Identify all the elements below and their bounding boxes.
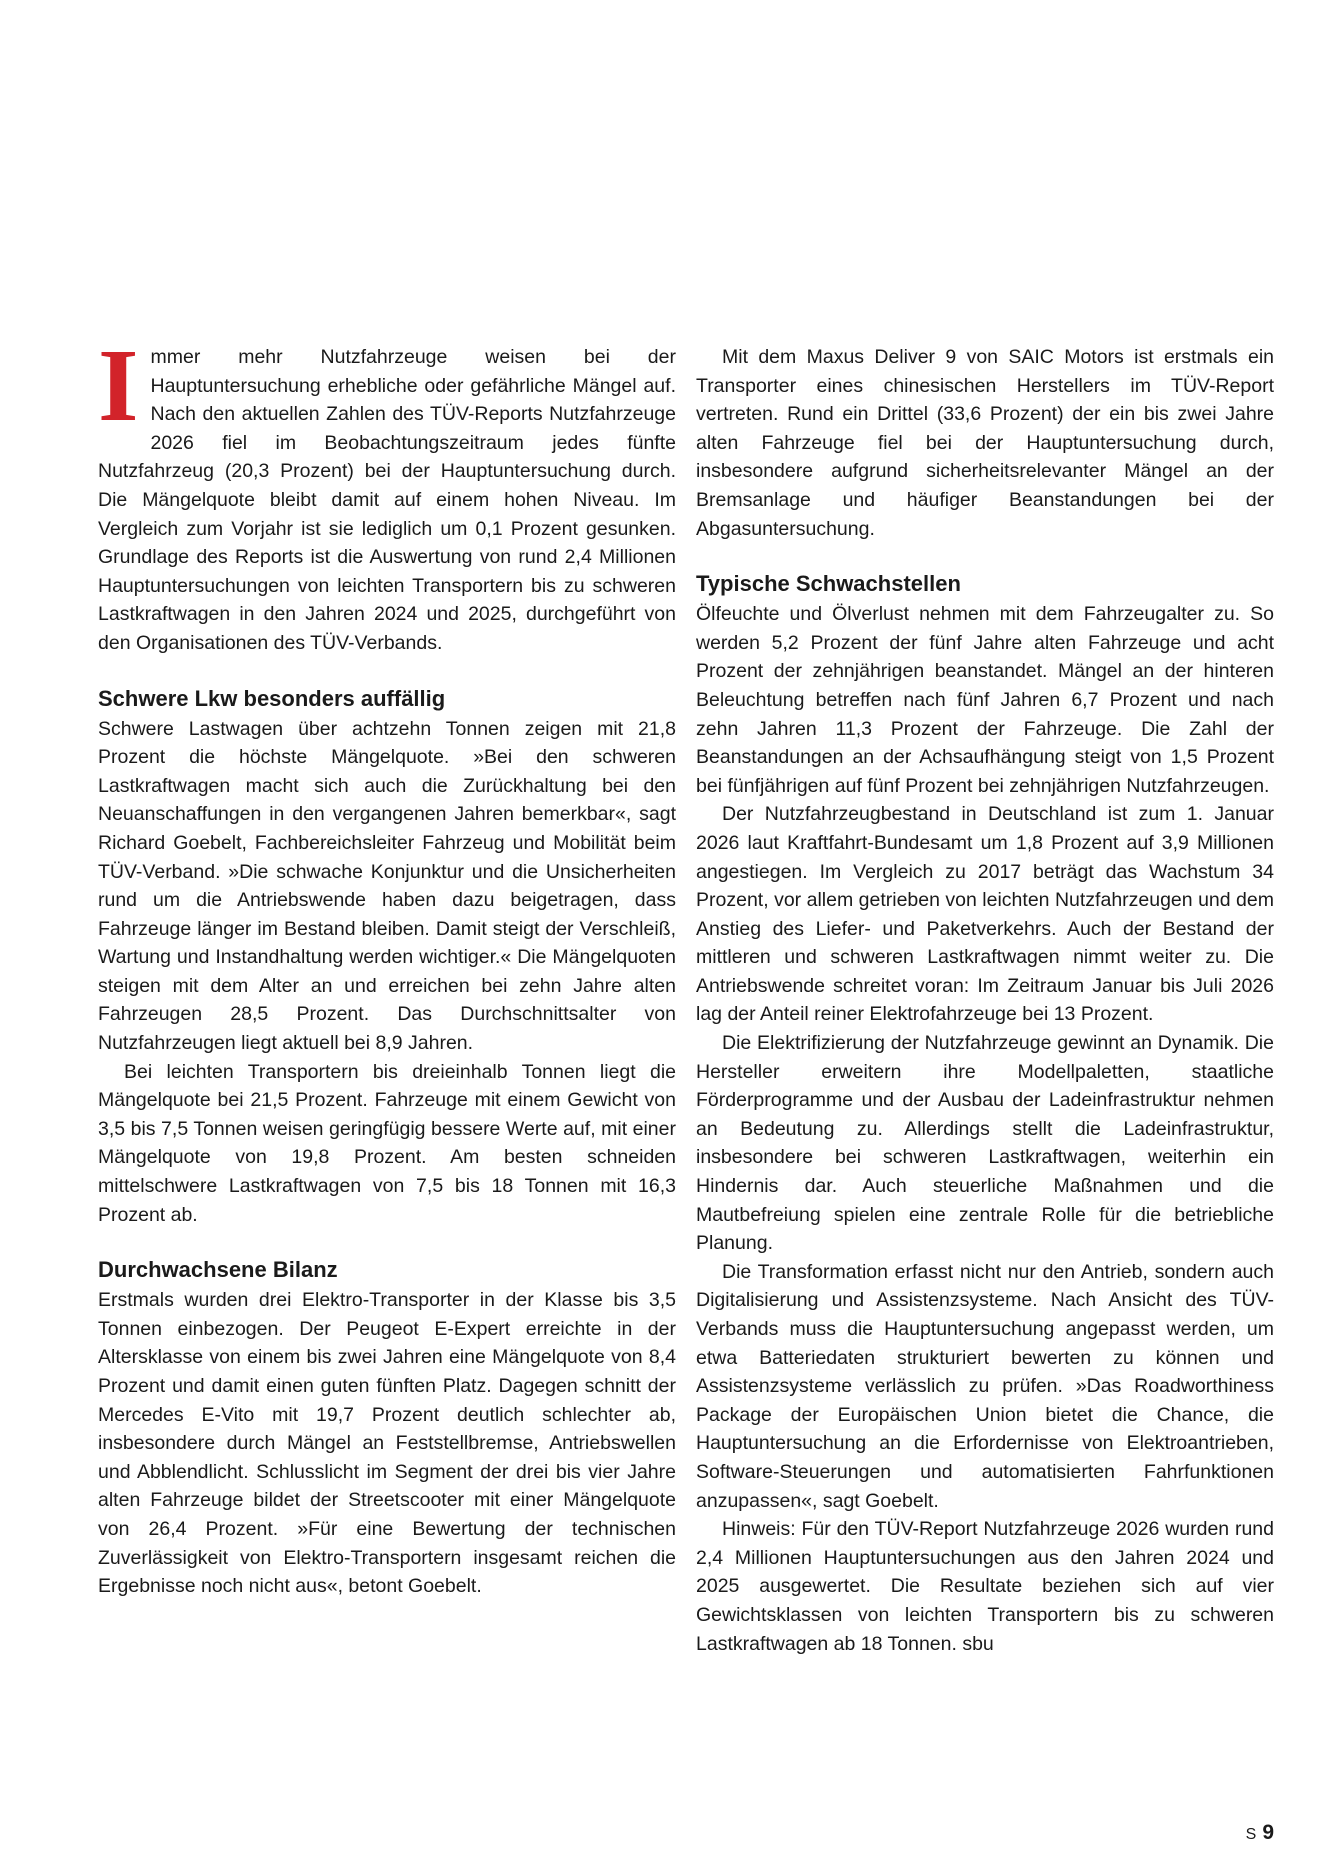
page-footer — [1246, 1821, 1274, 1845]
paragraph: Erstmals wurden drei Elektro-Transporter in der Klasse bis 3,5 Tonnen einbezogen. Der Peugeot E-Expert erreichte in der Altersklasse von einem bis zwei Jahren eine Mängelquote von 8,4 Prozent und damit einen guten fünften Platz. Dagegen schnitt der Mercedes E-Vito mit 19,7 Prozent deutlich schlechter ab, insbesondere durch Mängel an Feststellbremse, Antriebswellen und Abblendlicht. Schlusslicht im Segment der drei bis vier Jahre alten Fahrzeuge bildet der Streetscooter mit einer Mängelquote von 26,4 Prozent. »Für eine Bewertung der technischen Zuverlässigkeit von Elektro-Transportern insgesamt reichen die Ergebnisse noch nicht aus«, betont Goebelt. — [98, 1289, 676, 1598]
paragraph: Die Transformation erfasst nicht nur den Antrieb, sondern auch Digitalisierung und Assistenzsysteme. Nach Ansicht des TÜV-Verbands muss die Hauptuntersuchung angepasst werden, um etwa Batteriedaten strukturiert bewerten zu können und Assistenzsysteme verlässlich zu prüfen. »Das Roadworthiness Package der Europäischen Union bietet die Chance, die Hauptuntersuchung an die Erfordernisse von Elektroantrieben, Software-Steuerungen und automatisierten Fahrfunktionen anzupassen«, sagt Goebelt. — [696, 1260, 1274, 1512]
paragraph: Bei leichten Transportern bis dreieinhalb Tonnen liegt die Mängelquote bei 21,5 Prozent. Fahrzeuge mit einem Gewicht von 3,5 bis 7,5 Tonnen weisen geringfügig bessere Werte auf, mit einer Mängelquote von 19,8 Prozent. Am besten schneiden mittelschwere Lastkraftwagen von 7,5 bis 18 Tonnen mit 16,3 Prozent ab. — [98, 1060, 676, 1226]
intro-text: mmer mehr Nutzfahrzeuge weisen bei der Hauptuntersuchung erhebliche oder gefährliche Mängel auf. Nach den aktuellen Zahlen des TÜV-Reports Nutzfahrzeuge 2026 fiel im Beobachtungszeitraum jedes fünfte Nutzfahrzeug (20,3 Prozent) bei der Hauptuntersuchung durch. Die Mängelquote bleibt damit auf einem hohen Niveau. Im Vergleich zum Vorjahr ist sie lediglich um 0,1 Prozent gesunken. Grundlage des Reports ist die Auswertung von rund 2,4 Millionen Hauptuntersuchungen von leichten Transportern bis zu schweren Lastkraftwagen in den Jahren 2024 und 2025, durchgeführt von den Organisationen des TÜV-Verbands. — [98, 346, 676, 654]
heading-durchwachsene-bilanz: Durchwachsene Bilanz — [98, 1257, 338, 1283]
heading-schwere-lkw: Schwere Lkw besonders auffällig — [98, 685, 446, 711]
drop-cap: I — [98, 328, 139, 443]
page-number: 9 — [1262, 1821, 1274, 1844]
paragraph: Hinweis: Für den TÜV-Report Nutzfahrzeuge 2026 wurden rund 2,4 Millionen Hauptuntersuchungen aus den Jahren 2024 und 2025 ausgewertet. Die Resultate beziehen sich auf vier Gewichtsklassen von leichten Transportern bis zu schweren Lastkraftwagen ab 18 Tonnen. sbu — [696, 1518, 1274, 1655]
intro-paragraph — [98, 328, 676, 658]
paragraph: Mit dem Maxus Deliver 9 von SAIC Motors ist erstmals ein Transporter eines chinesischen Herstellers im TÜV-Report vertreten. Rund ein Drittel (33,6 Prozent) der ein bis zwei Jahre alten Fahrzeuge fiel bei der Hauptuntersuchung durch, insbesondere aufgrund sicherheitsrelevanter Mängel an der Bremsanlage und häufiger Beanstandungen bei der Abgasuntersuchung. — [696, 346, 1274, 540]
paragraph: Der Nutzfahrzeugbestand in Deutschland ist zum 1. Januar 2026 laut Kraftfahrt-Bundesamt um 1,8 Prozent auf 3,9 Millionen angestiegen. Im Vergleich zu 2017 beträgt das Wachstum 34 Prozent, vor allem getrieben von leichten Nutzfahrzeugen und dem Anstieg des Liefer- und Paketverkehrs. Auch der Bestand der mittleren und schweren Lastkraftwagen nimmt weiter zu. Die Antriebswende schreitet voran: Im Zeitraum Januar bis Juli 2026 lag der Anteil reiner Elektrofahrzeuge bei 13 Prozent. — [696, 803, 1274, 1026]
page-prefix: S — [1245, 1826, 1257, 1843]
paragraph: Schwere Lastwagen über achtzehn Tonnen zeigen mit 21,8 Prozent die höchste Mängelquote. »Bei den schweren Lastkraftwagen macht sich auch die Zurückhaltung bei den Neuanschaffungen in den vergangenen Jahren bemerkbar«, sagt Richard Goebelt, Fachbereichsleiter Fahrzeug und Mobilität beim TÜV-Verband. »Die schwache Konjunktur und die Unsicherheiten rund um die Antriebswende haben dazu beigetragen, dass Fahrzeuge länger im Bestand bleiben. Damit steigt der Verschleiß, Wartung und Instandhaltung werden wichtiger.« Die Mängelquoten steigen mit dem Alter an und erreichen bei zehn Jahre alten Fahrzeugen 28,5 Prozent. Das Durchschnittsalter von Nutzfahrzeugen liegt aktuell bei 8,9 Jahren. — [98, 717, 676, 1055]
left-column — [98, 328, 676, 1601]
paragraph: Ölfeuchte und Ölverlust nehmen mit dem Fahrzeugalter zu. So werden 5,2 Prozent der fünf Jahre alten Fahrzeuge und acht Prozent der zehnjährigen beanstandet. Mängel an der hinteren Beleuchtung betreffen nach fünf Jahren 6,7 Prozent und nach zehn Jahren 11,3 Prozent der Fahrzeuge. Die Zahl der Beanstandungen an der Achsaufhängung steigt von 1,5 Prozent bei fünfjährigen auf fünf Prozent bei zehnjährigen Nutzfahrzeugen. — [696, 603, 1274, 797]
paragraph: Die Elektrifizierung der Nutzfahrzeuge gewinnt an Dynamik. Die Hersteller erweitern ihre Modellpaletten, staatliche Förderprogramme und der Ausbau der Ladeinfrastruktur nehmen an Bedeutung zu. Allerdings stellt die Ladeinfrastruktur, insbesondere bei schweren Lastkraftwagen, weiterhin ein Hindernis dar. Auch steuerliche Maßnahmen und die Mautbefreiung spielen eine zentrale Rolle für die betriebliche Planung. — [696, 1032, 1274, 1255]
heading-typische-schwachstellen: Typische Schwachstellen — [696, 571, 961, 597]
right-column — [696, 343, 1274, 1658]
